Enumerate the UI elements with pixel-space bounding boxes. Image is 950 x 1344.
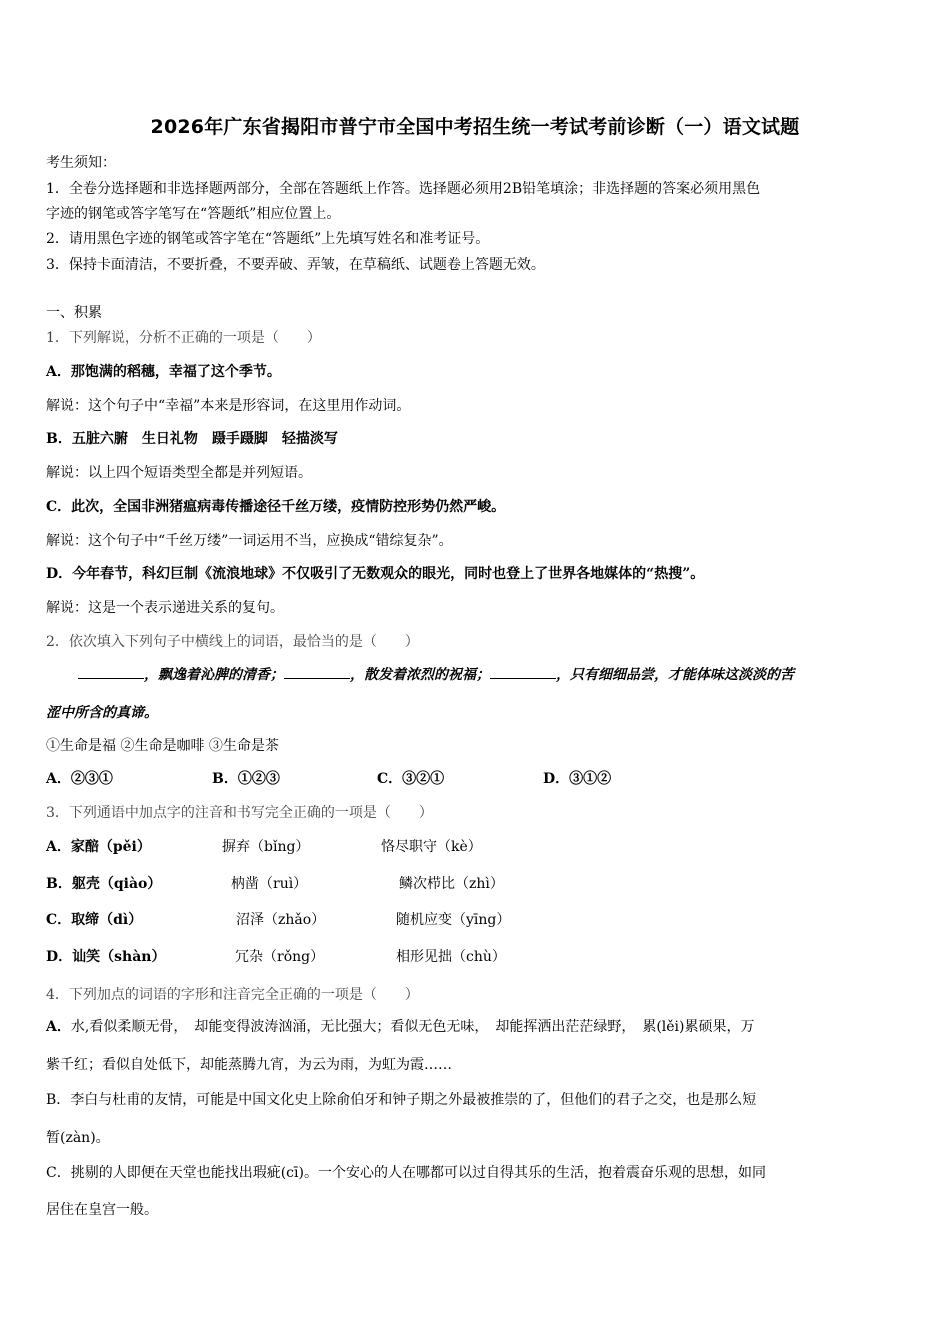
question-3-option-a: A．家醅（pěi） [46,839,151,855]
page-title: 2026年广东省揭阳市普宁市全国中考招生统一考试考前诊断（一）语文试题 [150,116,800,138]
question-4-option-a-text: 水,看似柔顺无骨， 却能变得波涛汹涌，无比强大；看似无色无味， 却能挥洒出茫茫绿野， 累(lěi)累硕果，万 [70,1019,755,1035]
question-2-option-d: D．③①② [543,771,612,787]
notice-item: 3．保持卡面清洁，不要折叠，不要弄破、弄皱，在草稿纸、试题卷上答题无效。 [46,257,545,273]
answer-blank [284,664,350,679]
question-2-option-a: A．②③① [46,771,113,787]
question-4-option-c: C．挑剔的人即便在天堂也能找出瑕疵(cī)。一个安心的人在哪都可以过自得其乐的生活，抱着震奋乐观的思想，如同 [46,1165,766,1181]
question-4-stem: 4．下列加点的词语的字形和注音完全正确的一项是（ ） [46,987,419,1003]
question-3-option-b-word3: 鳞次栉比（zhì） [399,876,504,892]
question-2-stem: 2．依次填入下列句子中横线上的词语，最恰当的是（ ） [46,634,419,650]
question-2-option-c: C．③②① [377,771,445,787]
question-1-note-c: 解说：这个句子中“千丝万缕”一词运用不当，应换成“错综复杂”。 [46,533,453,549]
notice-item: 2．请用黑色字迹的钢笔或答字笔在“答题纸”上先填写姓名和准考证号。 [46,231,490,247]
question-3-option-c-word3: 随机应变（yīng） [396,912,511,928]
question-1-note-d: 解说：这是一个表示递进关系的复句。 [46,600,284,616]
question-2-sentence-end: 涩中所含的真谛。 [46,705,158,721]
answer-blank [490,664,556,679]
question-3-option-c-word2: 沼泽（zhǎo） [236,912,326,928]
question-1-option-a: A．那饱满的稻穗，幸福了这个季节。 [46,364,281,380]
question-3-option-d-word2: 冗杂（rǒng） [235,949,325,965]
question-3-option-a-word2: 摒弃（bǐng） [222,839,310,855]
notice-item: 字迹的钢笔或答字笔写在“答题纸”相应位置上。 [46,206,341,222]
question-2-choices: ①生命是福 ②生命是咖啡 ③生命是茶 [46,738,279,754]
question-2-sentence: ，飘逸着沁脾的清香； ，散发着浓烈的祝福； ，只有细细品尝，才能体味这淡淡的苦 [78,664,794,684]
question-2-option-b: B．①②③ [212,771,280,787]
question-1-option-d: D．今年春节，科幻巨制《流浪地球》不仅吸引了无数观众的眼光，同时也登上了世界各地媒体的“热搜”。 [46,566,705,582]
question-4-option-a-cont: 紫千红；看似自处低下，却能蒸腾九宵，为云为雨，为虹为霞…… [46,1057,452,1073]
question-3-stem: 3．下列通语中加点字的注音和书写完全正确的一项是（ ） [46,805,433,821]
notice-heading: 考生须知： [46,155,116,171]
question-4-option-a: A．水,看似柔顺无骨， 却能变得波涛汹涌，无比强大；看似无色无味， 却能挥洒出茫茫绿野， 累(lěi)累硕果，万 [46,1019,755,1035]
question-1-note-a: 解说：这个句子中“幸福”本来是形容词，在这里用作动词。 [46,398,411,414]
answer-blank [78,664,144,679]
question-4-option-b-cont: 暂(zàn)。 [46,1130,110,1146]
question-1-option-c: C．此次，全国非洲猪瘟病毒传播途径千丝万缕，疫情防控形势仍然严峻。 [46,499,506,515]
question-3-option-d-word3: 相形见拙（chù） [396,949,506,965]
question-3-option-c: C．取缔（dì） [46,912,143,928]
question-1-note-b: 解说：以上四个短语类型全都是并列短语。 [46,465,312,481]
question-3-option-b-word2: 枘凿（ruì） [231,876,308,892]
section-heading: 一、积累 [46,305,102,321]
question-1-option-b: B．五脏六腑 生日礼物 蹑手蹑脚 轻描淡写 [46,431,338,447]
notice-item: 1．全卷分选择题和非选择题两部分，全部在答题纸上作答。选择题必须用2B铅笔填涂；非选择题的答案必须用黑色 [46,181,761,197]
question-1-stem: 1．下列解说，分析不正确的一项是（ ） [46,330,321,346]
question-3-option-b: B．躯壳（qiào） [46,876,162,892]
question-4-option-c-cont: 居住在皇宫一般。 [46,1202,158,1218]
question-3-option-a-word3: 恪尽职守（kè） [381,839,482,855]
question-3-option-d: D．讪笑（shàn） [46,949,166,965]
question-4-option-b: B．李白与杜甫的友情，可能是中国文化史上除俞伯牙和钟子期之外最被推崇的了，但他们的君子之交，也是那么短 [46,1092,757,1108]
